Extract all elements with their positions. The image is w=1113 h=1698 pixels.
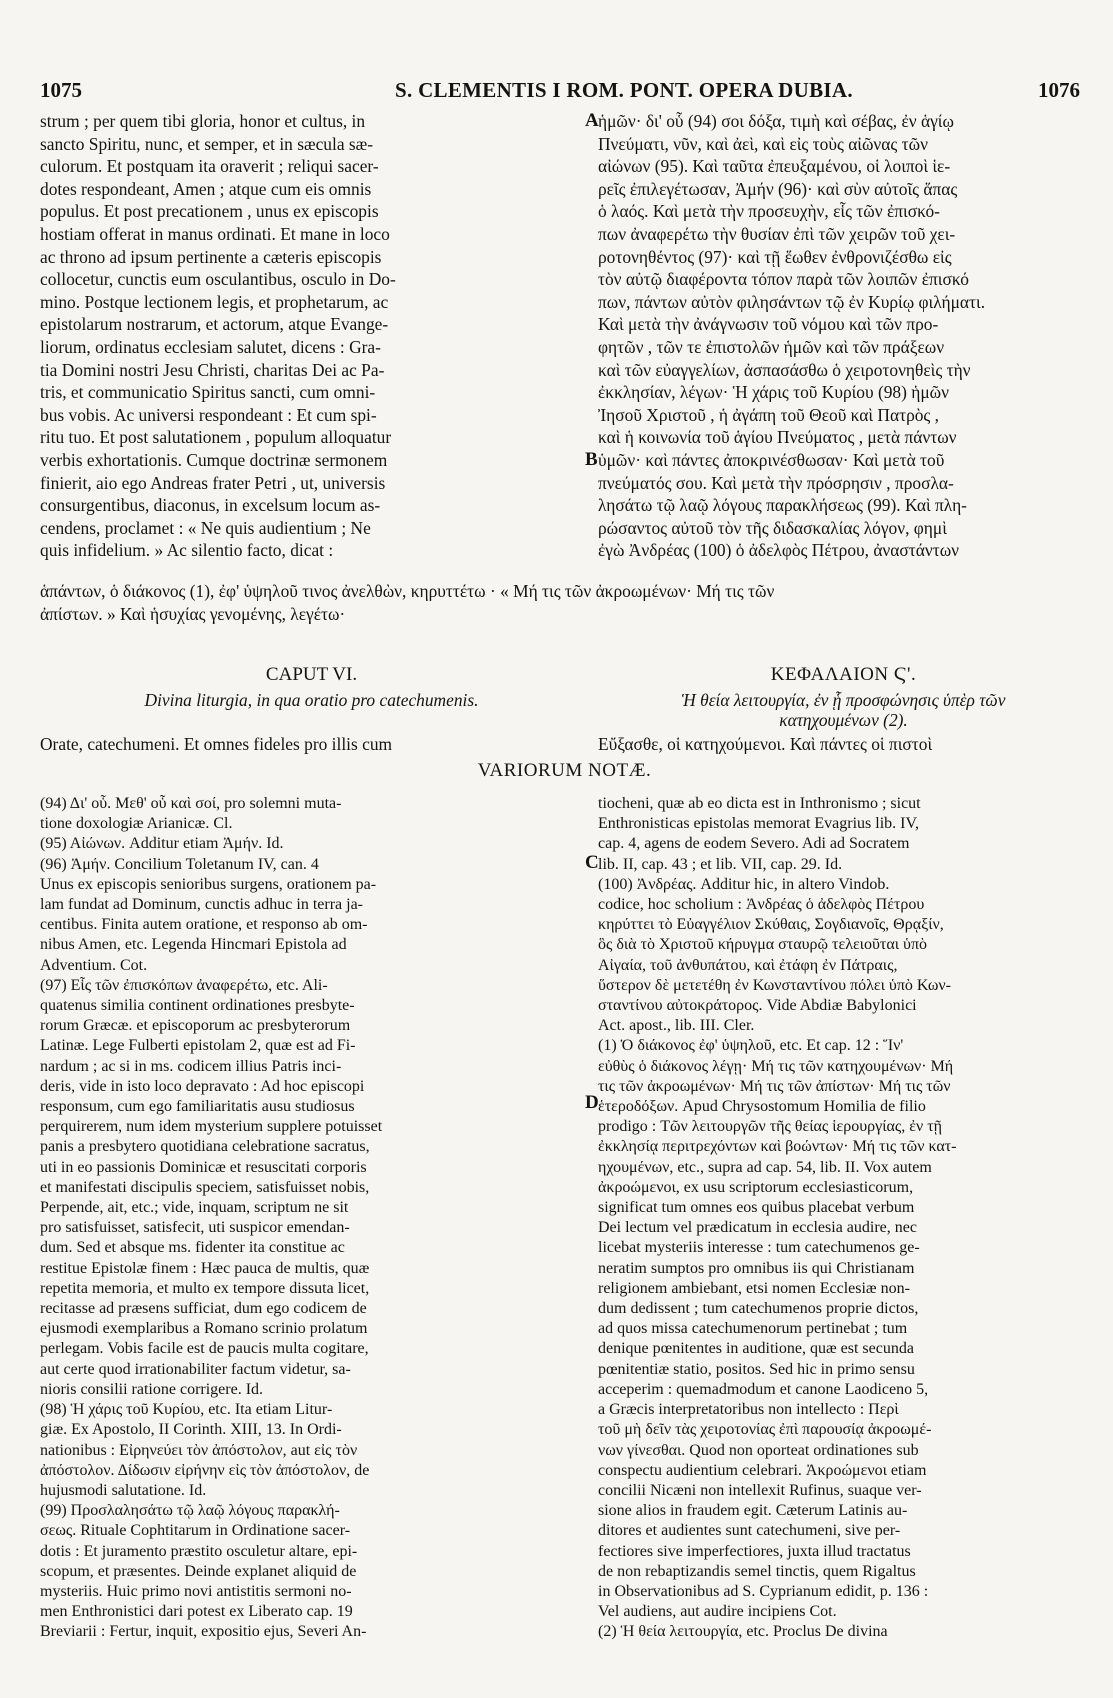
latin-text-line: dotes respondeant, Amen ; atque cum eis omnis (40, 178, 372, 199)
page-number-right: 1076 (1038, 78, 1080, 102)
note-line: lib. II, cap. 43 ; et lib. VII, cap. 29. Id. (598, 855, 843, 873)
caput-subtitle-latin: Divina liturgia, in qua oratio pro catechumenis. (144, 690, 479, 710)
note-line: licebat mysteriis interesse : tum catechumenos ge- (598, 1239, 920, 1257)
greek-text-line: καὶ τῶν εὐαγγελίων, ἀσπασάσθω ὁ χειροτονηθεὶς τὴν (598, 359, 971, 380)
margin-letter-a: A (585, 110, 599, 131)
greek-text-line: πων ἀναφερέτω τὴν θυσίαν ἐπὶ τῶν χειρῶν τοῦ χει- (598, 223, 956, 244)
latin-text-line: strum ; per quem tibi gloria, honor et cultus, in (40, 111, 366, 131)
greek-text-line: ὁ λαός. Καὶ μετὰ τὴν προσευχὴν, εἷς τῶν ἐπισκό- (598, 201, 940, 222)
note-line: quatenus similia continent ordinationes presbyte- (40, 997, 355, 1015)
note-line: ηχουμένων, etc., supra ad cap. 54, lib. II. Vox autem (598, 1158, 932, 1176)
note-line: men Enthronistici dari potest ex Liberato cap. 19 (40, 1603, 353, 1621)
note-line: (100) Ἀνδρέας. Additur hic, in altero Vindob. (598, 875, 890, 893)
note-line: pro satisfuisset, satisfecit, uti suspicor emendan- (40, 1219, 350, 1237)
note-line: neratim sumptos pro omnibus iis qui Christianam (598, 1259, 915, 1277)
note-line: prodigo : Τῶν λειτουργῶν τῆς θείας ἱερουργίας, ἐν τῇ (598, 1118, 943, 1136)
note-line: (97) Εἷς τῶν ἐπισκόπων ἀναφερέτω, etc. Ali- (40, 976, 328, 994)
latin-text-line: mino. Postque lectionem legis, et prophetarum, ac (40, 291, 389, 312)
greek-text-column (598, 110, 1089, 562)
greek-text-line: ροτονηθέντος (97)· καὶ τῇ ἕωθεν ἐνθρονιζέσθω εἰς (598, 246, 952, 267)
note-line: σταντίνου αὐτοκράτορος. Vide Abdiæ Babylonici (598, 997, 917, 1015)
note-line: nibus Amen, etc. Legenda Hincmari Epistola ad (40, 936, 347, 954)
note-line: ὃς διὰ τὸ Χριστοῦ κήρυγμα σταυρῷ τελειοῦται ὑπὸ (598, 936, 928, 954)
note-line: ἑτεροδόξων. Apud Chrysostomum Homilia de filio (598, 1098, 926, 1116)
greek-text-line: Καὶ μετὰ τὴν ἀνάγνωσιν τοῦ νόμου καὶ τῶν προ- (598, 314, 939, 335)
notes-left-column (40, 794, 583, 1643)
note-line: tione doxologiæ Arianicæ. Cl. (40, 815, 233, 833)
note-line: a Græcis interpretatoribus non intellecto : Περὶ (598, 1401, 899, 1419)
note-line: deris, vide in isto loco depravato : Ad hoc episcopi (40, 1077, 365, 1095)
notes-right-column (598, 794, 1089, 1643)
latin-text-line: tia Domini nostri Jesu Christi, charitas Dei ac Pa- (40, 359, 385, 380)
note-line: Dei lectum vel prædicatum in ecclesia audire, nec (598, 1219, 917, 1237)
greek-text-line: ρεῖς ἐπιλεγέτωσαν, Ἀμήν (96)· καὶ σὺν αὐτοῖς ἅπας (598, 178, 958, 199)
latin-text-line: ac throno ad ipsum pertinente a cæteris episcopis (40, 246, 382, 267)
note-line: Adventium. Cot. (40, 956, 148, 974)
latin-text-line: sancto Spiritu, nunc, et semper, et in sæcula sæ- (40, 133, 374, 154)
note-line: religionem ambiebant, etsi nomen Ecclesiæ non- (598, 1279, 910, 1297)
page-title: S. CLEMENTIS I ROM. PONT. OPERA DUBIA. (395, 78, 853, 102)
greek-full-line: ἁπάντων, ὁ διάκονος (1), ἐφ' ὑψηλοῦ τινος ἀνελθὼν, κηρυττέτω · « Μή τις τῶν ἀκροωμένων· Μή τις τῶν (40, 581, 775, 601)
note-line: concilii Nicæni non intellexit Rufinus, suaque ver- (598, 1481, 922, 1499)
note-line: conspectu audientium celebrari. Ἀκροώμενοι etiam (598, 1461, 927, 1479)
latin-text-line: liorum, ordinatus ecclesiam salutet, dicens : Gra- (40, 336, 381, 357)
greek-orate-line: Εὔξασθε, οἱ κατηχούμενοι. Καὶ πάντες οἱ πιστοὶ (598, 734, 933, 754)
note-line: ἀπόστολον. Δίδωσιν εἰρήνην εἰς τὸν ἀπόστολον, de (40, 1461, 370, 1479)
note-line: dum. Sed et absque ms. fidenter ita constitue ac (40, 1239, 345, 1257)
latin-text-line: epistolarum nostrarum, et actorum, atque Evange- (40, 314, 389, 335)
latin-orate-line: Orate, catechumeni. Et omnes fideles pro illis cum (40, 734, 393, 754)
note-line: (1) Ὁ διάκονος ἐφ' ὑψηλοῦ, etc. Et cap. 12 : Ἵν' (598, 1037, 904, 1055)
note-line: responsum, cum ego familiaritatis ausu studiosus (40, 1098, 355, 1116)
note-line: in Observationibus ad S. Cyprianum edidit, p. 136 : (598, 1582, 929, 1600)
latin-text-line: quis infidelium. » Ac silentio facto, dicat : (40, 540, 334, 561)
note-line: Vel audiens, aut audire incipiens Cot. (598, 1603, 837, 1621)
margin-letter-d: D (585, 1092, 599, 1113)
greek-text-line: ρώσαντος αὐτοῦ τὸν τῆς διδασκαλίας λόγον, φημὶ (598, 517, 947, 538)
greek-text-line: πνεύματός σου. Καὶ μετὰ τὴν πρόσρησιν , προσλα- (598, 472, 954, 493)
note-line: ἀκροώμενοι, ex usu scriptorum ecclesiasticorum, (598, 1178, 914, 1196)
margin-letter-c: C (585, 852, 599, 873)
note-line: scopum, et præsentes. Deinde explanet aliquid de (40, 1562, 357, 1580)
note-line: mysteriis. Huic primo novi antistitis sermoni no- (40, 1582, 352, 1600)
note-line: (98) Ἡ χάρις τοῦ Κυρίου, etc. Ita etiam Litur- (40, 1401, 333, 1419)
note-line: ὕστερον δὲ μετετέθη ἐν Κωνσταντίνου πόλει ὑπὸ Κων- (598, 976, 951, 994)
note-line: nioris consilii ratione corrigere. Id. (40, 1380, 264, 1398)
note-line: sione alios in fraudem egit. Cæterum Latinis au- (598, 1502, 908, 1520)
caput-title-greek: ΚΕΦΑΛΑΙΟΝ Ϛ'. (770, 664, 917, 685)
note-line: τις τῶν ἀκροωμένων· Μή τις τῶν ἀπίστων· Μή τις τῶν (598, 1077, 951, 1095)
greek-full-line: ἀπίστων. » Καὶ ἡσυχίας γενομένης, λεγέτω· (40, 603, 346, 624)
note-line: centibus. Finita autem oratione, et responso ab om- (40, 916, 368, 934)
note-line: ἐκκλησίᾳ περιτρεχόντων καὶ βοώντων· Μή τις τῶν κατ- (598, 1138, 957, 1156)
latin-text-line: hostiam offerat in manus ordinati. Et mane in loco (40, 223, 390, 244)
greek-text-line: ἐγὼ Ἀνδρέας (100) ὁ ἀδελφὸς Πέτρου, ἀναστάντων (598, 540, 960, 561)
greek-text-line: καὶ ἡ κοινωνία τοῦ ἁγίου Πνεύματος , μετὰ πάντων (598, 427, 957, 448)
note-line: Αἰγαία, τοῦ ἀνθυπάτου, καὶ ἐτάφη ἐν Πάτραις, (598, 956, 898, 974)
note-line: ditores et audientes sunt catechumeni, sive per- (598, 1522, 901, 1540)
note-line: (2) Ἡ θεία λειτουργία, etc. Proclus De divina (598, 1623, 888, 1641)
note-line: (99) Προσλαλησάτω τῷ λαῷ λόγους παρακλή- (40, 1502, 340, 1520)
caput-title-latin: CAPUT VI. (265, 664, 358, 685)
note-line: significat tum omnes eos quibus placebat verbum (598, 1199, 915, 1217)
note-line: cap. 4, agens de eodem Severo. Adi ad Socratem (598, 835, 910, 853)
note-line: hujusmodi salutatione. Id. (40, 1481, 207, 1499)
note-line: codice, hoc scholium : Ἀνδρέας ὁ ἀδελφὸς Πέτρου (598, 896, 925, 914)
latin-text-column (40, 110, 583, 562)
note-line: aut certe quod irrationabiliter factum videtur, sa- (40, 1360, 351, 1378)
note-line: rorum Græcæ. et episcoporum ac presbyterorum (40, 1017, 351, 1035)
note-line: dum dedissent ; tum catechumenos proprie dictos, (598, 1300, 919, 1318)
note-line: Latinæ. Lege Fulberti epistolam 2, quæ est ad Fi- (40, 1037, 356, 1055)
note-line: denique pœnitentes in auditione, quæ est secunda (598, 1340, 914, 1358)
note-line: νων γίνεσθαι. Quod non oporteat ordinationes sub (598, 1441, 919, 1459)
margin-letter-b: B (585, 449, 598, 470)
note-line: (95) Αἰώνων. Additur etiam Ἀμήν. Id. (40, 835, 284, 853)
latin-text-line: consurgentibus, diaconus, in excelsum locum as- (40, 495, 381, 516)
page-number-left: 1075 (40, 78, 82, 102)
greek-text-line: Πνεύματι, νῦν, καὶ ἀεὶ, καὶ εἰς τοὺς αἰῶνας τῶν (598, 133, 928, 154)
greek-text-line: ὑμῶν· καὶ πάντες ἀποκρινέσθωσαν· Καὶ μετὰ τοῦ (598, 449, 945, 470)
note-line: tiocheni, quæ ab eo dicta est in Inthronismo ; sicut (598, 795, 921, 812)
note-line: perquirerem, num idem mysterium supplere potuisset (40, 1118, 383, 1136)
note-line: giæ. Ex Apostolo, II Corinth. XIII, 13. In Ordi- (40, 1421, 342, 1439)
note-line: Act. apost., lib. III. Cler. (598, 1017, 755, 1035)
greek-full-width-text (40, 580, 1089, 625)
greek-text-line: φητῶν , τῶν τε ἐπιστολῶν ἡμῶν καὶ τῶν πράξεων (598, 336, 945, 357)
note-line: ad quos missa catechumenorum pertinebat ; tum (598, 1320, 908, 1338)
running-header (40, 78, 1080, 104)
latin-text-line: verbis exhortationis. Cumque doctrinæ sermonem (40, 449, 388, 470)
latin-text-line: cendens, proclamet : « Ne quis audientium ; Ne (40, 517, 371, 538)
greek-text-line: ἐκκλησίαν, λέγων· Ἡ χάρις τοῦ Κυρίου (98) ἡμῶν (598, 382, 949, 403)
latin-text-line: populus. Et post precationem , unus ex episcopis (40, 201, 379, 222)
note-line: σεως. Rituale Cophtitarum in Ordinatione sacer- (40, 1522, 351, 1540)
note-line: τοῦ μὴ δεῖν τὰς χειροτονίας ἐπὶ παρουσίᾳ ἀκροωμέ- (598, 1421, 932, 1439)
note-line: acceperim : quemadmodum et canone Laodiceno 5, (598, 1380, 929, 1398)
note-line: perlegam. Vobis facile est de paucis multa cogitare, (40, 1340, 369, 1358)
notes-heading: VARIORUM NOTÆ. (477, 760, 652, 781)
note-line: Unus ex episcopis senioribus surgens, orationem pa- (40, 875, 377, 893)
note-line: fectiores sive imperfectiores, juxta illud tractatus (598, 1542, 911, 1560)
note-line: restitue Epistolæ finem : Hæc pauca de multis, quæ (40, 1259, 370, 1277)
note-line: Perpende, ait, etc.; vide, inquam, scriptum ne sit (40, 1199, 349, 1217)
latin-text-line: culorum. Et postquam ita oraverit ; reliqui sacer- (40, 156, 379, 177)
note-line: lam fundat ad Dominum, cunctis adhuc in terra ja- (40, 896, 364, 914)
latin-text-line: collocetur, cunctis eum osculantibus, osculo in Do- (40, 269, 396, 290)
note-line: et manifestati discipulis speciem, satisfuisset nobis, (40, 1178, 370, 1196)
note-line: de non rebaptizandis semel tinctis, quem Rigaltus (598, 1562, 916, 1580)
caput-subtitle-greek-line1: Ἡ θεία λειτουργία, ἐν ᾗ προσφώνησις ὑπὲρ τῶν (681, 690, 1006, 710)
note-line: Breviarii : Fertur, inquit, expositio ejus, Severi An- (40, 1623, 367, 1641)
latin-text-line: bus vobis. Ac universi respondeant : Et cum spi- (40, 404, 377, 425)
note-line: nationibus : Εἰρηνεύει τὸν ἀπόστολον, aut εἰς τὸν (40, 1441, 358, 1459)
note-line: (94) Δι' οὗ. Μεθ' οὗ καὶ σοί, pro solemni muta- (40, 795, 342, 812)
note-line: dotis : Et juramento præstito osculetur altare, epi- (40, 1542, 358, 1560)
latin-text-line: finierit, aio ego Andreas frater Petri , ut, universis (40, 472, 386, 493)
greek-text-line: λησάτω τῷ λαῷ λόγους παρακλήσεως (99). Καὶ πλη- (598, 495, 967, 516)
note-line: Enthronisticas epistolas memorat Evagrius lib. IV, (598, 815, 919, 833)
note-line: recitasse ad præsens sufficiat, dum ego codicem de (40, 1300, 367, 1318)
note-line: (96) Ἀμήν. Concilium Toletanum IV, can. 4 (40, 855, 319, 873)
note-line: εὐθὺς ὁ διάκονος λέγῃ· Μή τις τῶν κατηχουμένων· Μή (598, 1057, 954, 1075)
greek-text-line: αἰώνων (95). Καὶ ταῦτα ἐπευξαμένου, οἱ λοιποὶ ἱε- (598, 156, 951, 177)
greek-text-line: τὸν αὐτῷ διαφέροντα τόπον παρὰ τῶν λοιπῶν ἐπισκό (598, 269, 969, 290)
note-line: ejusmodi exemplaribus a Romano scrinio prolatum (40, 1320, 368, 1338)
greek-text-line: ἡμῶν· δι' οὗ (94) σοι δόξα, τιμὴ καὶ σέβας, ἐν ἁγίῳ (598, 111, 954, 131)
greek-text-line: Ἰησοῦ Χριστοῦ , ἡ ἀγάπη τοῦ Θεοῦ καὶ Πατρὸς , (598, 404, 940, 425)
note-line: repetita memoria, et multo ex tempore dissuta licet, (40, 1279, 370, 1297)
caput-subtitle-greek (598, 690, 1089, 730)
latin-text-line: ritu tuo. Et post salutationem , populum alloquatur (40, 427, 392, 448)
latin-text-line: tris, et communicatio Spiritus sancti, cum omni- (40, 382, 376, 403)
greek-text-line: πων, πάντων αὐτὸν φιλησάντων τῷ ἐν Κυρίῳ φιλήματι. (598, 291, 986, 312)
note-line: κηρύττει τὸ Εὐαγγέλιον Σκύθαις, Σογδιανοῖς, Θρᾳξίν, (598, 916, 944, 934)
caput-subtitle-greek-line2: κατηχουμένων (2). (779, 710, 908, 730)
note-line: pœnitentiæ statio, positos. Sed hic in primo sensu (598, 1360, 915, 1378)
note-line: uti in eo passionis Dominicæ et resuscitati corporis (40, 1158, 367, 1176)
note-line: nardum ; ac si in ms. codicem illius Patris inci- (40, 1057, 342, 1075)
note-line: panis a presbytero quotidiana celebratione sacratus, (40, 1138, 370, 1156)
